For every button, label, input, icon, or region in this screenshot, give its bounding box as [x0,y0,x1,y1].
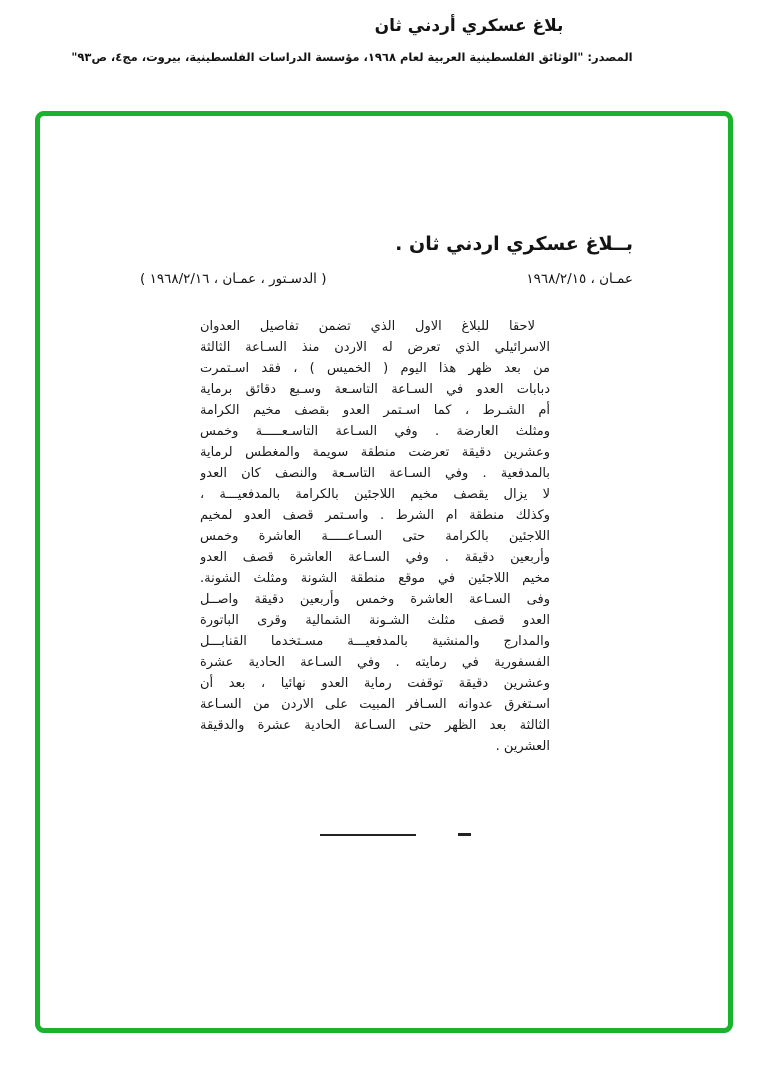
page-title: بلاغ عسكري أردني ثان [374,16,564,36]
body-text-line: والمدارج والمنشية بالمدفعيـــة مسـتخدما القنابـــل [200,634,550,649]
body-text-line: بالمدفعية . وفي السـاعة التاسـعة والنصف كان العدو [200,466,550,481]
body-paragraph [200,316,550,757]
body-text-line: وعشرين دقيقة تعرضت منطقة سويمة والمغطس لرماية [200,445,550,460]
body-text-line: وعشرين دقيقة توقفت رماية العدو نهائيا ، بعد أن [200,676,550,691]
dateline-amman: عمـان ، ١٩٦٨/٢/١٥ [526,271,633,287]
body-text-line: اللاجئين بالكرامة حتى السـاعـــــة العاشرة وخمس [200,529,550,544]
body-text-line: وفى السـاعة العاشرة وخمس وأربعين دقيقة واصــل [200,592,550,607]
body-text-line: ومثلث العارضة . وفي السـاعة التاسـعـــــة وخمس [200,424,550,439]
source-citation: المصدر: "الوثائق الفلسطينية العربية لعام ١٩٦٨، مؤسسة الدراسات الفلسطينية، بيروت، مج٤، ص٩٣" [71,50,633,64]
body-text-line: العدو قصف مثلث الشـونة الشمالية وقرى الباتورة [200,613,550,628]
end-separator-line [320,834,416,836]
dateline-publication: ( الدسـتور ، عمـان ، ١٩٦٨/٢/١٦ ) [140,271,327,287]
body-text-line: الفسفورية في رمايته . وفي السـاعة الحادية عشرة [200,655,550,670]
body-text-line: وكذلك منطقة ام الشرط . واسـتمر قصف العدو لمخيم [200,508,550,523]
body-text-line: لاحقا للبلاغ الاول الذي تضمن تفاصيل العدوان [200,319,535,334]
document-title: بــلاغ عسكري اردني ثان . [395,233,633,255]
body-text-line: اسـتغرق عدوانه السـافر المبيت على الاردن من السـاعة [200,697,550,712]
body-text-line: أم الشـرط ، كما اسـتمر العدو بقصف مخيم الكرامة [200,403,550,418]
end-separator-dash [458,833,471,836]
body-text-line: لا يزال يقصف مخيم اللاجئين بالكرامة بالمدفعيـــة ، [200,487,550,502]
body-text-line: العشرين . [495,739,550,754]
body-text-line: الاسرائيلي الذي تعرض له الاردن منذ السـاعة الثالثة [200,340,550,355]
body-text-line: من بعد ظهر هذا اليوم ( الخميس ) ، فقد اسـتمرت [200,361,550,376]
body-text-line: وأربعين دقيقة . وفي السـاعة العاشرة قصف العدو [200,550,550,565]
body-text-line: مخيم اللاجئين في موقع منطقة الشونة ومثلث الشونة. [200,571,550,586]
body-text-line: دبابات العدو في السـاعة التاسـعة وسـبع دقائق برماية [200,382,550,397]
body-text-line: الثالثة بعد الظهر حتى السـاعة الحادية عشرة والدقيقة [200,718,550,733]
